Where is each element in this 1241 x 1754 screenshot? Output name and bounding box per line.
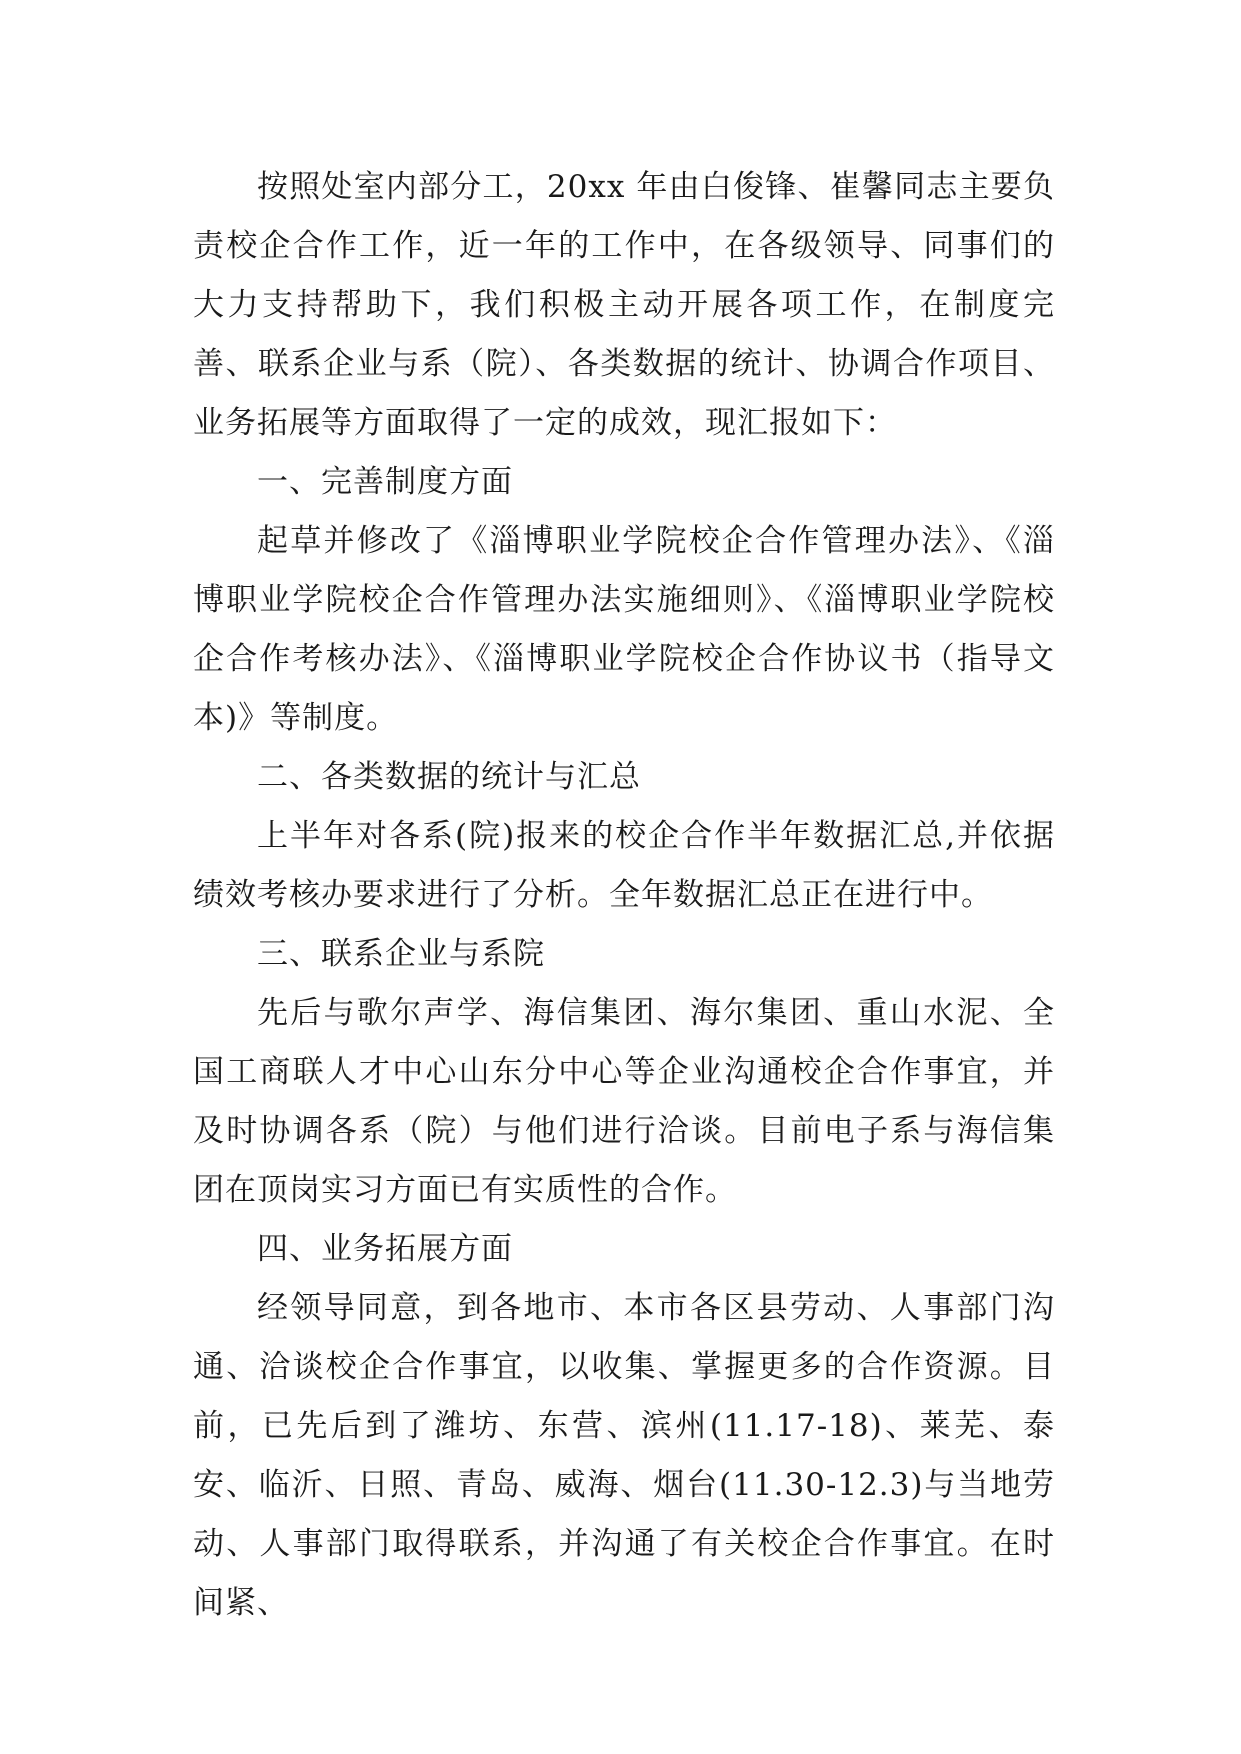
section-paragraph-2: 上半年对各系(院)报来的校企合作半年数据汇总,并依据绩效考核办要求进行了分析。全年数据汇总正在进行中。 [193, 818, 1055, 913]
intro-paragraph: 按照处室内部分工，20xx 年由白俊锋、崔馨同志主要负责校企合作工作，近一年的工作中，在各级领导、同事们的大力支持帮助下，我们积极主动开展各项工作，在制度完善、联系企业与系（院）、各类数据的统计、协调合作项目、业务拓展等方面取得了一定的成效，现汇报如下： [193, 169, 1055, 441]
section-heading-2: 二、各类数据的统计与汇总 [257, 759, 641, 795]
section-heading-4: 四、业务拓展方面 [257, 1231, 513, 1267]
section-heading-3: 三、联系企业与系院 [257, 936, 545, 972]
section-paragraph-4: 经领导同意，到各地市、本市各区县劳动、人事部门沟通、洽谈校企合作事宜，以收集、掌握更多的合作资源。目前，已先后到了潍坊、东营、滨州(11.17-18)、莱芜、泰安、临沂、日照、青岛、威海、烟台(11.30-12.3)与当地劳动、人事部门取得联系，并沟通了有关校企合作事宜。在时间紧、 [193, 1290, 1055, 1621]
section-heading-1: 一、完善制度方面 [257, 464, 513, 500]
section-paragraph-3: 先后与歌尔声学、海信集团、海尔集团、重山水泥、全国工商联人才中心山东分中心等企业沟通校企合作事宜，并及时协调各系（院）与他们进行洽谈。目前电子系与海信集团在顶岗实习方面已有实质性的合作。 [193, 995, 1055, 1208]
document-body [193, 158, 1055, 1633]
section-paragraph-1: 起草并修改了《淄博职业学院校企合作管理办法》、《淄博职业学院校企合作管理办法实施细则》、《淄博职业学院校企合作考核办法》、《淄博职业学院校企合作协议书（指导文本)》等制度。 [193, 523, 1055, 736]
